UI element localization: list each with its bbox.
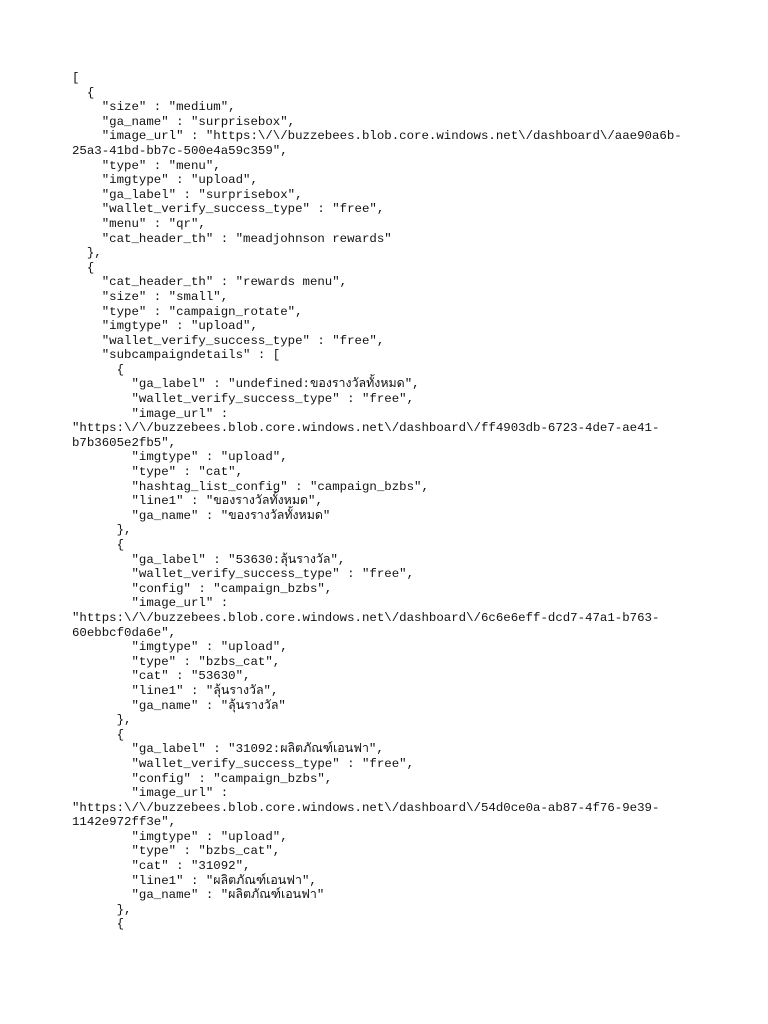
code-line: "https:\/\/buzzebees.blob.core.windows.net\/dashboard\/ff4903db-6723-4de7-ae41- (72, 421, 660, 436)
code-line: "wallet_verify_success_type" : "free", (72, 567, 415, 582)
code-line: "ga_name" : "surprisebox", (72, 114, 296, 129)
code-line: "ga_label" : "undefined:ของรางวัลทั้งหมด", (72, 377, 420, 392)
code-line: [ (72, 71, 80, 85)
code-line: "image_url" : "https:\/\/buzzebees.blob.core.windows.net\/dashboard\/aae90a6b- (72, 129, 682, 144)
code-line: "image_url" : (72, 406, 229, 421)
code-line: "type" : "bzbs_cat", (72, 654, 281, 669)
code-line: "subcampaigndetails" : [ (72, 348, 281, 363)
code-line: "config" : "campaign_bzbs", (72, 771, 333, 786)
code-line: "image_url" : (72, 596, 229, 611)
code-line: "ga_name" : "ผลิตภัณฑ์เอนฟา" (72, 888, 325, 903)
code-line: "hashtag_list_config" : "campaign_bzbs", (72, 479, 429, 494)
code-line: "ga_name" : "ของรางวัลทั้งหมด" (72, 508, 331, 523)
code-line: "config" : "campaign_bzbs", (72, 581, 333, 596)
code-line: { (72, 362, 125, 377)
code-line: }, (72, 246, 102, 261)
code-line: "size" : "small", (72, 289, 229, 304)
code-line: "imgtype" : "upload", (72, 450, 288, 465)
code-line: "cat" : "31092", (72, 859, 251, 874)
code-line: "line1" : "ผลิตภัณฑ์เอนฟา", (72, 873, 317, 888)
code-line: b7b3605e2fb5", (72, 435, 177, 450)
code-line: "https:\/\/buzzebees.blob.core.windows.net\/dashboard\/54d0ce0a-ab87-4f76-9e39- (72, 800, 660, 815)
code-line: "image_url" : (72, 786, 229, 801)
code-line: "imgtype" : "upload", (72, 640, 288, 655)
code-line: "type" : "bzbs_cat", (72, 844, 281, 859)
code-line: "imgtype" : "upload", (72, 829, 288, 844)
code-line: }, (72, 713, 132, 728)
code-line: }, (72, 902, 132, 917)
code-line: { (72, 917, 125, 932)
code-line: "type" : "cat", (72, 465, 244, 480)
code-line: "ga_label" : "surprisebox", (72, 187, 303, 202)
code-line: "imgtype" : "upload", (72, 319, 258, 334)
code-line: "ga_label" : "31092:ผลิตภัณฑ์เอนฟา", (72, 742, 384, 757)
code-line: { (72, 538, 125, 552)
code-line: "cat" : "53630", (72, 669, 251, 684)
code-line: "cat_header_th" : "meadjohnson rewards" (72, 231, 392, 246)
code-line: "ga_name" : "ลุ้นรางวัล" (72, 698, 286, 713)
code-line: "size" : "medium", (72, 100, 236, 115)
code-line: { (72, 727, 125, 742)
code-line: "menu" : "qr", (72, 216, 206, 231)
code-line: "ga_label" : "53630:ลุ้นรางวัล", (72, 552, 346, 567)
code-line: "type" : "menu", (72, 158, 221, 173)
code-line: "wallet_verify_success_type" : "free", (72, 392, 415, 407)
code-line: "https:\/\/buzzebees.blob.core.windows.net\/dashboard\/6c6e6eff-dcd7-47a1-b763- (72, 610, 660, 625)
code-line: 60ebbcf0da6e", (72, 625, 177, 640)
code-line: 1142e972ff3e", (72, 815, 177, 830)
code-line: { (72, 85, 95, 100)
json-code-block (72, 71, 712, 932)
code-line: "type" : "campaign_rotate", (72, 304, 303, 319)
code-line: { (72, 260, 95, 275)
code-line: }, (72, 523, 132, 538)
code-line: "cat_header_th" : "rewards menu", (72, 275, 348, 290)
code-line: 25a3-41bd-bb7c-500e4a59c359", (72, 143, 288, 158)
code-line: "imgtype" : "upload", (72, 173, 258, 188)
code-line: "line1" : "ลุ้นรางวัล", (72, 683, 279, 698)
code-line: "wallet_verify_success_type" : "free", (72, 202, 385, 217)
code-line: "line1" : "ของรางวัลทั้งหมด", (72, 494, 323, 509)
code-line: "wallet_verify_success_type" : "free", (72, 756, 415, 771)
code-line: "wallet_verify_success_type" : "free", (72, 333, 385, 348)
